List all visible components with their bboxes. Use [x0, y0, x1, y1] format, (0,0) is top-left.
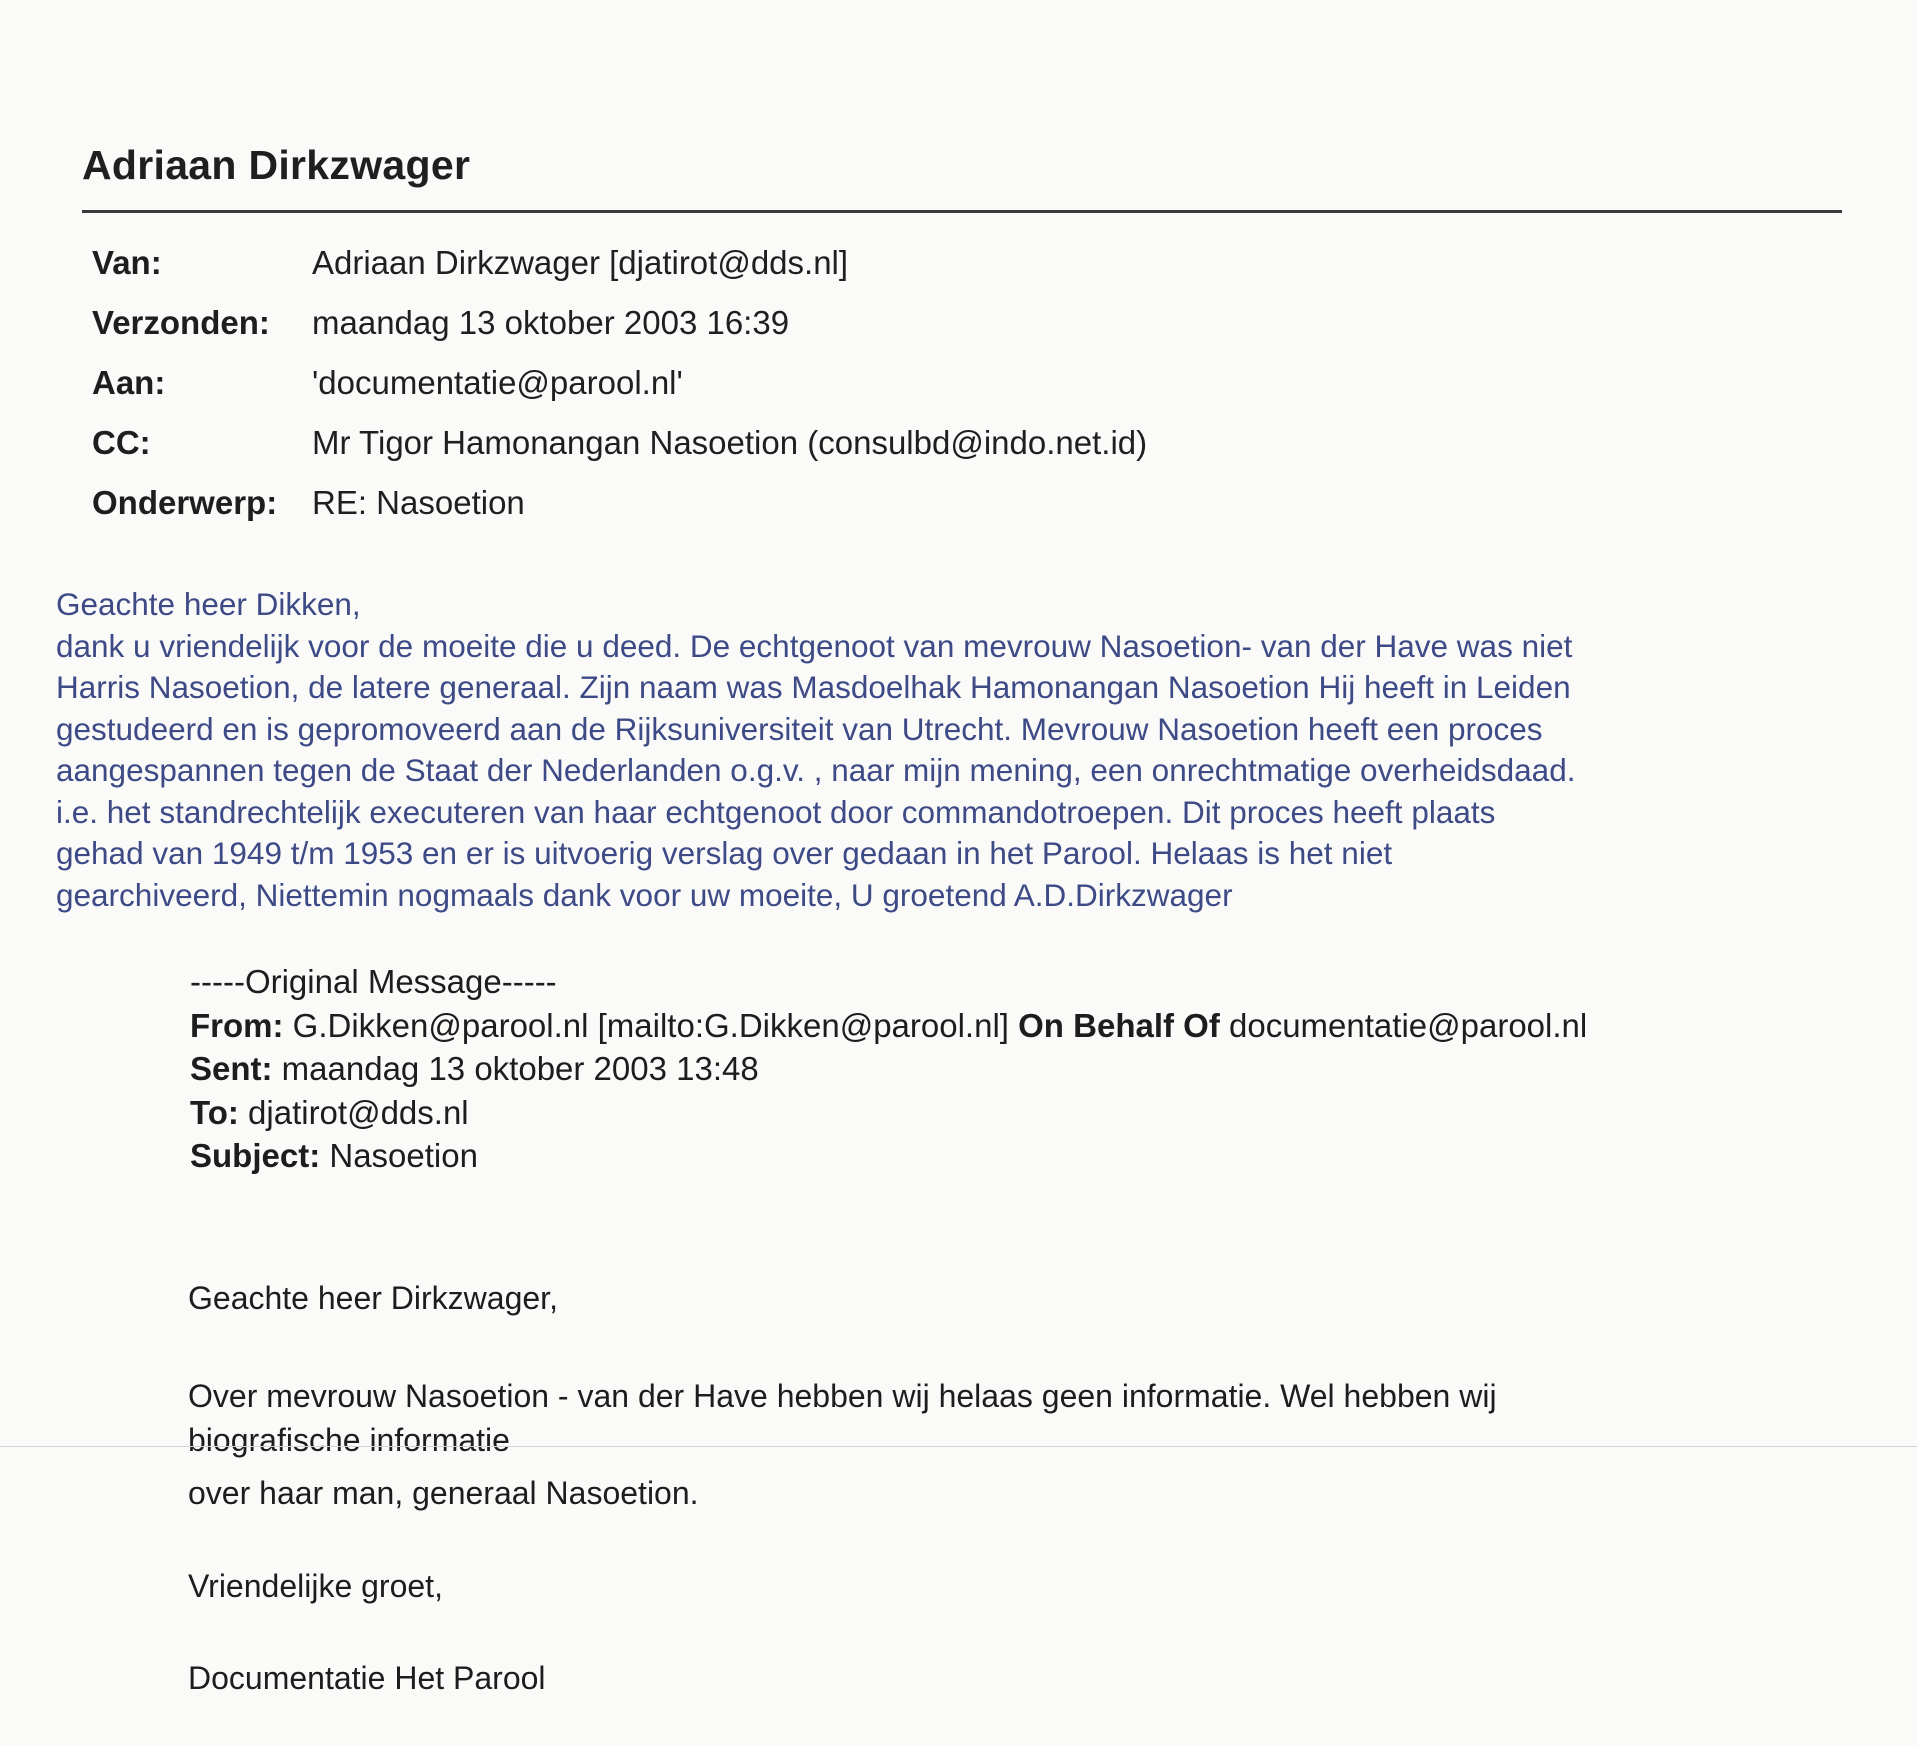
header-value: RE: Nasoetion	[312, 484, 525, 521]
reply-line: Geachte heer Dikken,	[56, 586, 361, 622]
to-label: To:	[190, 1093, 239, 1131]
original-greeting: Geachte heer Dirkzwager,	[188, 1280, 558, 1316]
header-label: Aan:	[92, 364, 166, 401]
reply-line: gearchiveerd, Niettemin nogmaals dank voor uw moeite, U groetend A.D.Dirkzwager	[56, 876, 1233, 913]
reply-body	[56, 584, 1886, 916]
original-closing: Vriendelijke groet,	[188, 1568, 443, 1604]
sent-label: Sent:	[190, 1050, 273, 1087]
reply-line: i.e. het standrechtelijk executeren van haar echtgenoot door commandotroepen. Dit proces heeft plaats	[56, 793, 1496, 830]
original-separator: -----Original Message-----	[190, 963, 557, 1000]
original-to	[190, 1091, 1890, 1135]
original-sent	[190, 1047, 1890, 1091]
original-subject	[190, 1134, 1890, 1178]
from-label: From:	[190, 1006, 284, 1044]
header-label: CC:	[92, 424, 151, 461]
reply-line: dank u vriendelijk voor de moeite die u deed. De echtgenoot van mevrouw Nasoetion- van der Have was niet	[56, 627, 1573, 664]
header-label: Van:	[92, 244, 162, 281]
original-body-line: Over mevrouw Nasoetion - van der Have hebben wij helaas geen informatie. Wel hebben wij	[188, 1378, 1497, 1414]
from-value: G.Dikken@parool.nl [mailto:G.Dikken@parool.nl]	[292, 1006, 1009, 1044]
header-label: Onderwerp:	[92, 484, 278, 521]
on-behalf-value: documentatie@parool.nl	[1229, 1006, 1588, 1044]
header-value: Mr Tigor Hamonangan Nasoetion (consulbd@indo.net.id)	[312, 424, 1148, 461]
scan-artifact-line	[0, 1446, 1917, 1447]
header-label: Verzonden:	[92, 304, 270, 341]
reply-line: gehad van 1949 t/m 1953 en er is uitvoerig verslag over gedaan in het Parool. Helaas is het niet	[56, 835, 1393, 871]
reply-line: Harris Nasoetion, de latere generaal. Zijn naam was Masdoelhak Hamonangan Nasoetion Hij heeft in Leiden	[56, 669, 1571, 705]
sent-value: maandag 13 oktober 2003 13:48	[281, 1050, 759, 1087]
title-divider	[82, 210, 1842, 213]
original-message-header	[190, 960, 1890, 1178]
header-value: 'documentatie@parool.nl'	[312, 364, 683, 401]
sender-title: Adriaan Dirkzwager	[82, 142, 471, 188]
reply-line: gestudeerd en is gepromoveerd aan de Rijksuniversiteit van Utrecht. Mevrouw Nasoetion heeft een proces	[56, 710, 1543, 747]
reply-line: aangespannen tegen de Staat der Nederlanden o.g.v. , naar mijn mening, een onrechtmatige overheidsdaad.	[56, 752, 1576, 788]
original-from	[190, 1004, 1890, 1048]
subject-value: Nasoetion	[329, 1137, 478, 1174]
original-signature: Documentatie Het Parool	[188, 1660, 546, 1696]
subject-label: Subject:	[190, 1137, 321, 1174]
to-value: djatirot@dds.nl	[248, 1093, 469, 1131]
header-value: Adriaan Dirkzwager [djatirot@dds.nl]	[312, 244, 849, 281]
header-value: maandag 13 oktober 2003 16:39	[312, 304, 790, 341]
original-body-line: biografische informatie	[188, 1422, 510, 1458]
original-body-line: over haar man, generaal Nasoetion.	[188, 1475, 699, 1511]
on-behalf-label: On Behalf Of	[1018, 1006, 1220, 1044]
